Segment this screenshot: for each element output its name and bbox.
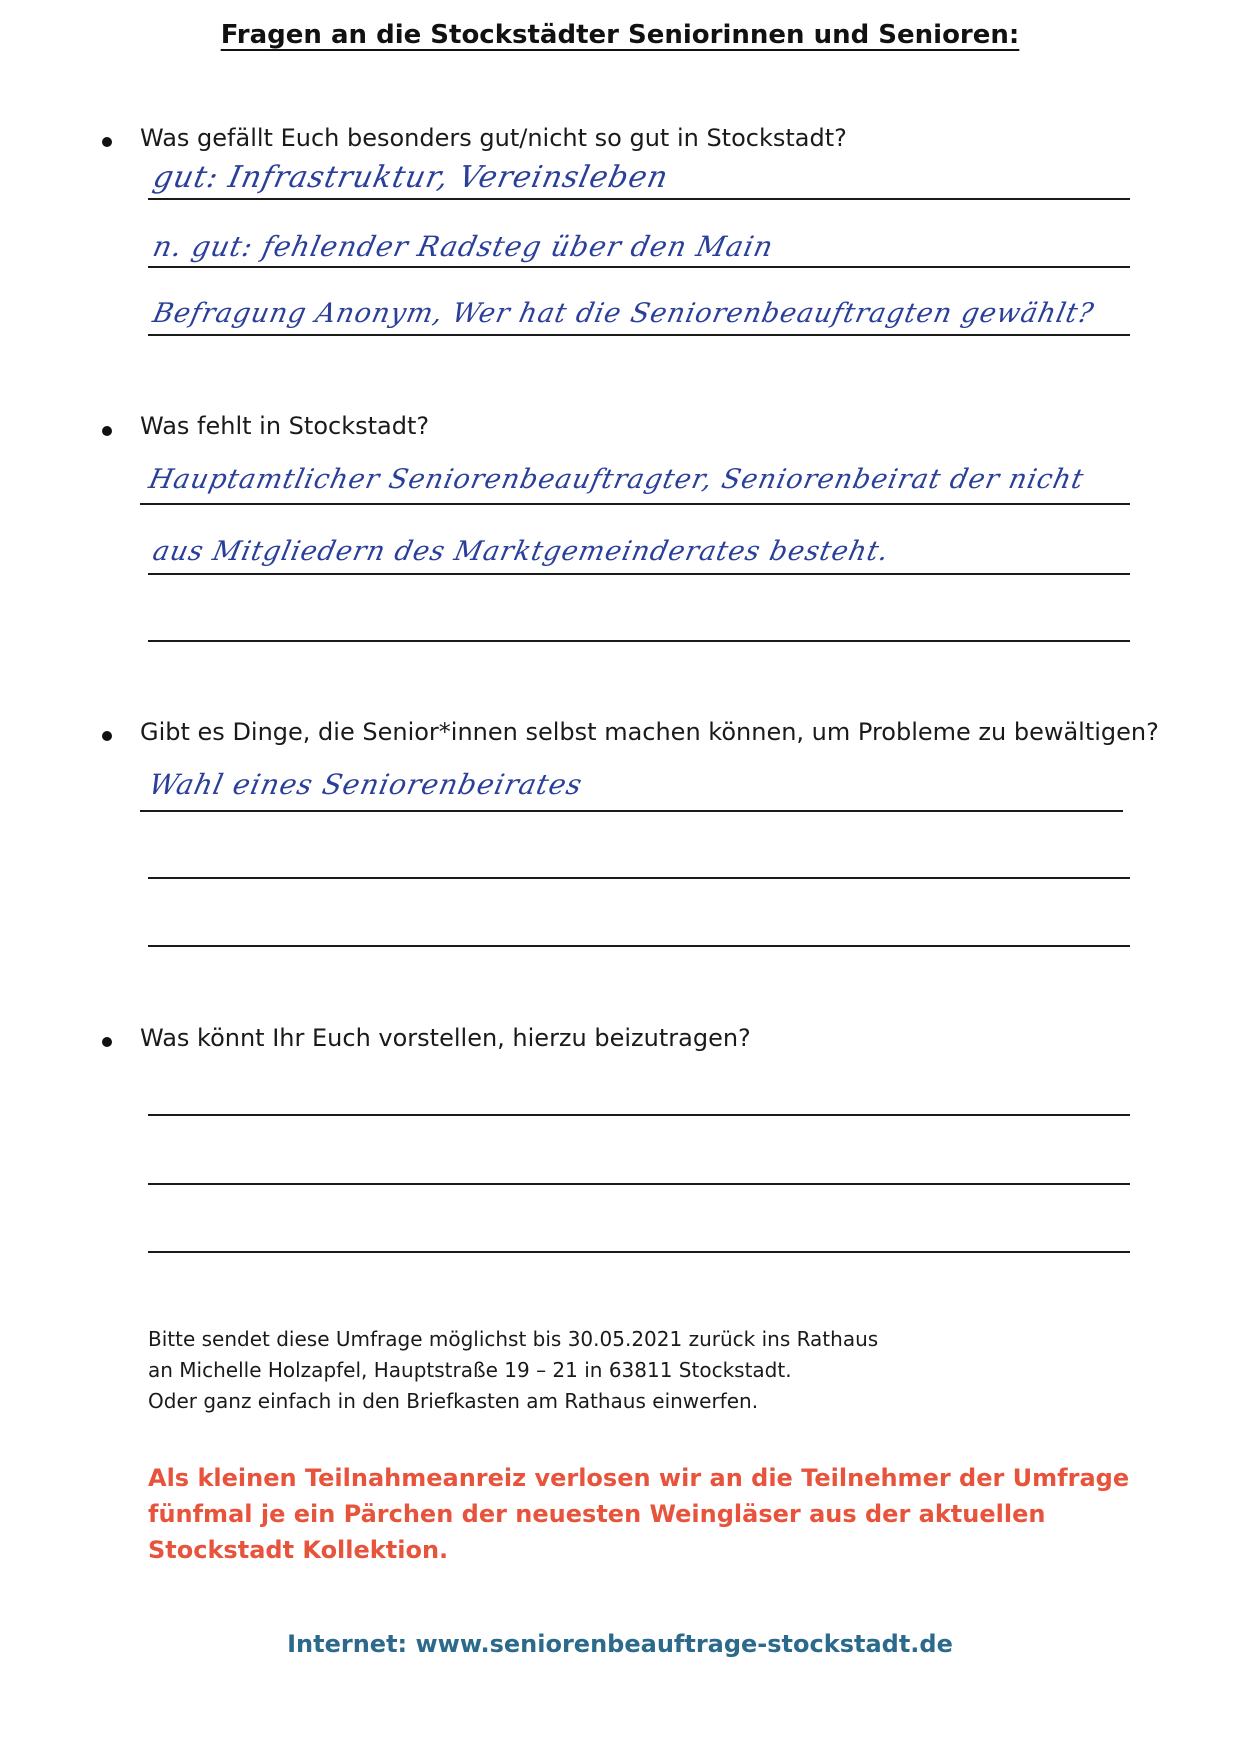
form-title: Fragen an die Stockstädter Seniorinnen und Senioren: [220, 20, 1020, 50]
answer-line [148, 877, 1130, 879]
question-3: Gibt es Dinge, die Senior*innen selbst machen können, um Probleme zu bewältigen? [140, 718, 1159, 746]
question-4: Was könnt Ihr Euch vorstellen, hierzu beizutragen? [140, 1024, 751, 1052]
answer-1-2: n. gut: fehlender Radsteg über den Main [150, 230, 777, 263]
answer-line [148, 1183, 1130, 1185]
bullet-icon [102, 1037, 112, 1047]
answer-1-1: gut: Infrastruktur, Vereinsleben [150, 160, 672, 195]
answer-3-1: Wahl eines Seniorenbeirates [146, 768, 586, 801]
question-2: Was fehlt in Stockstadt? [140, 412, 430, 440]
answer-line [148, 198, 1130, 200]
question-1: Was gefällt Euch besonders gut/nicht so gut in Stockstadt? [140, 124, 847, 152]
bullet-icon [102, 426, 112, 436]
return-note-line-2: an Michelle Holzapfel, Hauptstraße 19 – 21 in 63811 Stockstadt. [148, 1358, 792, 1382]
answer-line [140, 503, 1130, 505]
answer-line [148, 266, 1130, 268]
answer-line [148, 1114, 1130, 1116]
bullet-icon [102, 137, 112, 147]
answer-line [140, 810, 1123, 812]
return-note-line-1: Bitte sendet diese Umfrage möglichst bis 30.05.2021 zurück ins Rathaus [148, 1327, 879, 1351]
answer-1-3: Befragung Anonym, Wer hat die Seniorenbeauftragten gewählt? [150, 298, 1097, 329]
answer-line [148, 945, 1130, 947]
answer-2-2: aus Mitgliedern des Marktgemeinderates besteht. [150, 536, 893, 567]
return-note-line-3: Oder ganz einfach in den Briefkasten am Rathaus einwerfen. [148, 1389, 759, 1413]
answer-line [148, 334, 1130, 336]
answer-line [148, 640, 1130, 642]
website-footer[interactable]: Internet: www.seniorenbeauftrage-stockstadt.de [287, 1630, 953, 1658]
answer-2-1: Hauptamtlicher Seniorenbeauftragter, Seniorenbeirat der nicht [146, 464, 1087, 495]
incentive-notice: Als kleinen Teilnahmeanreiz verlosen wir an die Teilnehmer der Umfrage fünfmal je ein Pärchen der neuesten Weingläser aus der aktuellen Stockstadt Kollektion. [148, 1464, 1130, 1564]
answer-line [148, 573, 1130, 575]
answer-line [148, 1251, 1130, 1253]
bullet-icon [102, 731, 112, 741]
